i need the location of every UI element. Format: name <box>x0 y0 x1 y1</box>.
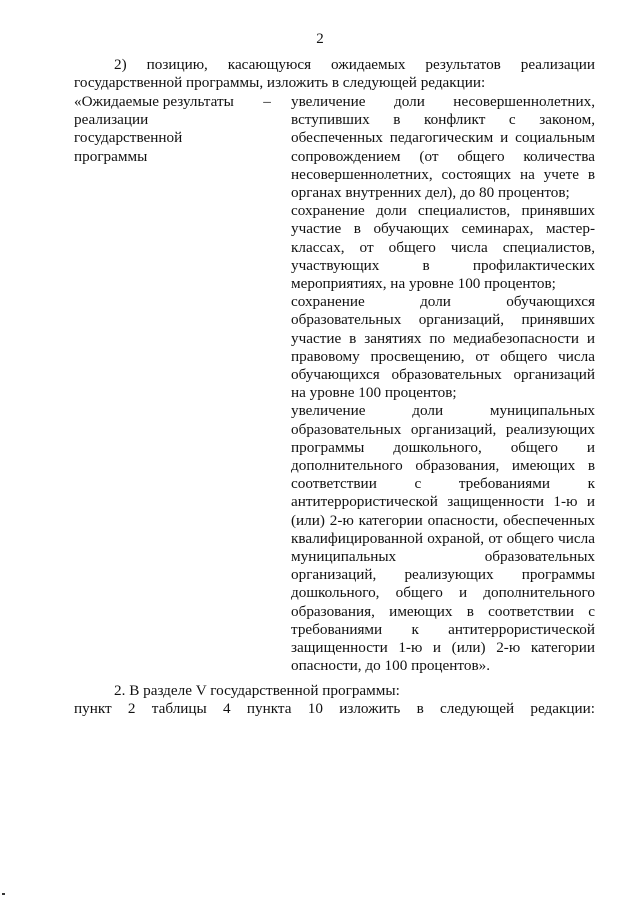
intro-text: 2) позицию, касающуюся ожидаемых результатов реализации государственной программы, изложить в следующей редакции: <box>74 56 595 92</box>
label-dash: – <box>263 93 271 110</box>
expected-results-list <box>291 93 595 676</box>
intro-paragraph <box>74 56 595 92</box>
label-line-3: государственной <box>74 129 183 147</box>
result-item-2: сохранение доли специалистов, принявших участие в обучающих семинарах, мастер-классах, от общего числа специалистов, участвующих в профилактических мероприятиях, на уровне 100 процентов; <box>291 202 595 293</box>
table-point-item: пункт 2 таблицы 4 пункта 10 изложить в следующей редакции: <box>74 700 595 718</box>
closing-section <box>74 682 595 718</box>
label-line-2: реализации <box>74 111 149 129</box>
result-item-4: увеличение доли муниципальных образовательных организаций, реализующих программы дошкольного, общего и дополнительного образования, имеющих в соответствии с требованиями к антитеррористической защищенности 1-ю и (или) 2-ю категории опасности, обеспеченных квалифицированной охраной, от общего числа муниципальных образовательных организаций, реализующих программы дошкольного, общего и дополнительного образования, имеющих в соответствии с требованиями к антитеррористической защищенности 1-ю и (или) 2-ю категории опасности, до 100 процентов». <box>291 402 595 675</box>
expected-results-label <box>74 93 264 166</box>
page-number: 2 <box>316 31 324 47</box>
label-line-4: программы <box>74 147 148 165</box>
scan-mark <box>2 893 5 895</box>
result-item-3: сохранение доли обучающихся образовательных организаций, принявших участие в занятиях по медиабезопасности и правовому просвещению, от общего числа обучающихся образовательных организаций на уровне 100 процентов; <box>291 293 595 402</box>
result-item-1: увеличение доли несовершеннолетних, вступивших в конфликт с законом, обеспеченных педагогическим и социальным сопровождением (от общего количества несовершеннолетних, состоящих на учете в органах внутренних дел), до 80 процентов; <box>291 93 595 202</box>
section-v-item: 2. В разделе V государственной программы: <box>114 682 400 699</box>
label-line-1: «Ожидаемые результаты <box>74 93 234 110</box>
